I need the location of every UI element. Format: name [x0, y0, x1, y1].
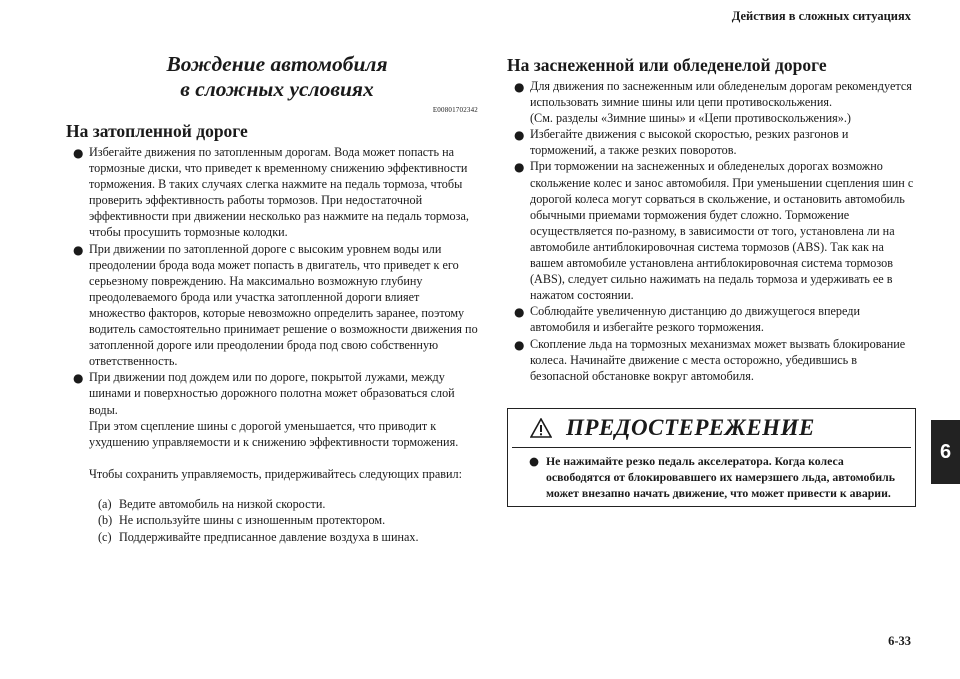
page-number: 6-33 [888, 634, 911, 648]
bullet-icon: ● [529, 454, 540, 468]
bullet-icon: ● [514, 337, 525, 352]
section-title-line2: в сложных условиях [180, 77, 374, 101]
list-item [66, 369, 478, 545]
list-item [507, 158, 917, 303]
item-text-reference: (См. разделы «Зимние шины» и «Цепи противоскольжения».) [530, 111, 851, 126]
rule-marker: (b) [98, 513, 113, 528]
subhead-flooded-road: На затопленной дороге [66, 121, 248, 141]
bullet-icon: ● [514, 128, 525, 143]
chapter-tab: 6 [931, 420, 960, 484]
bullet-icon: ● [514, 305, 525, 320]
bullet-icon: ● [73, 242, 84, 257]
list-item [66, 241, 478, 370]
left-column [66, 52, 478, 545]
item-text: При движении по затопленной дороге с высоким уровнем воды или преодолении брода вода может попасть в двигатель, что приведет к его серьезному повреждению. На максимально возможную глубину преодолеваемого брода или участка затопленной дороги влияет множество факторов, которые невозможно определить заранее, поэтому водитель самостоятельно принимает решение о возможности движения по затопленной дороге или преодолении брода под свою собственную ответственность. [89, 241, 478, 369]
item-text: При движении под дождем или по дороге, покрытой лужами, между шинами и поверхностью дорожного полотна может образоваться слой воды. [89, 370, 455, 417]
item-text: Соблюдайте увеличенную дистанцию до движущегося впереди автомобиля и избегайте резкого торможения. [530, 304, 860, 335]
item-text: При торможении на заснеженных и обледенелых дорогах возможно скольжение колес и занос автомобиля. При уменьшении сцепления шин с дорогой колеса могут сорваться в скольжение, и остановить автомобиль обычными приемами торможения будет сложно. Торможение осуществляется по-разному, в зависимости от того, установлена ли на автомобиле антиблокировочная система тормозов (ABS). Так как на вашем автомобиле установлена антиблокировочная система тормозов (ABS), следует сильно нажимать на педаль тормоза и удерживать ее в нажатом состоянии. [530, 159, 914, 303]
item-text-rules-intro: Чтобы сохранить управляемость, придерживайтесь следующих правил: [89, 466, 463, 481]
list-item [507, 303, 917, 335]
rule-marker: (a) [98, 496, 112, 511]
rules-list [89, 496, 478, 546]
section-title-line1: Вождение автомобиля [166, 52, 388, 76]
list-item [507, 78, 917, 126]
running-header: Действия в сложных ситуациях [731, 9, 911, 23]
rule-text: Поддерживайте предписанное давление воздуха в шинах. [119, 529, 419, 544]
warning-text: Не нажимайте резко педаль акселератора. Когда колеса освободятся от блокировавшего их намерзшего льда, автомобиль может внезапно начать движение, что может привести к аварии. [546, 454, 895, 500]
list-item [507, 126, 917, 158]
rule-item [89, 529, 478, 546]
warning-box [507, 408, 916, 507]
list-item [66, 144, 478, 241]
rule-marker: (c) [98, 529, 112, 544]
bullet-icon: ● [73, 146, 84, 160]
flooded-road-list [66, 144, 478, 545]
warning-triangle-icon [530, 418, 552, 438]
item-text: Скопление льда на тормозных механизмах может вызвать блокирование колеса. Начинайте движение с места осторожно, убедившись в безопасной обстановке вокруг автомобиля. [530, 336, 906, 383]
bullet-icon: ● [514, 80, 525, 94]
section-title [76, 52, 478, 102]
item-text: Избегайте движения по затопленным дорогам. Вода может попасть на тормозные диски, что приведет к временному снижению эффективности торможения. В таких случаях слегка нажмите на педаль тормоза, чтобы проверить эффективность работы тормозов. При недостаточной эффективности при движении несколько раз нажмите на педаль тормоза, чтобы просушить тормозные колодки. [89, 145, 469, 240]
rule-item [89, 496, 478, 513]
warning-body [508, 448, 915, 501]
warning-header [512, 409, 911, 448]
right-column [507, 55, 917, 384]
rule-item [89, 512, 478, 529]
item-text-continued: При этом сцепление шины с дорогой уменьшается, что приводит к ухудшению управляемости и к снижению эффективности торможения. [89, 418, 459, 449]
list-item [507, 336, 917, 384]
bullet-icon: ● [73, 371, 84, 386]
rule-text: Не используйте шины с изношенным протектором. [119, 513, 386, 528]
subhead-snowy-road: На заснеженной или обледенелой дороге [507, 55, 827, 75]
section-code: E00801702342 [432, 106, 478, 114]
item-text: Для движения по заснеженным или обледенелым дорогам рекомендуется использовать зимние шины или цепи противоскольжения. [530, 79, 912, 110]
bullet-icon: ● [514, 160, 525, 175]
item-text: Избегайте движения с высокой скоростью, резких разгонов и торможений, а также резких поворотов. [530, 127, 849, 158]
snowy-road-list [507, 78, 917, 384]
rule-text: Ведите автомобиль на низкой скорости. [119, 496, 326, 511]
warning-title: ПРЕДОСТЕРЕЖЕНИЕ [566, 415, 815, 440]
